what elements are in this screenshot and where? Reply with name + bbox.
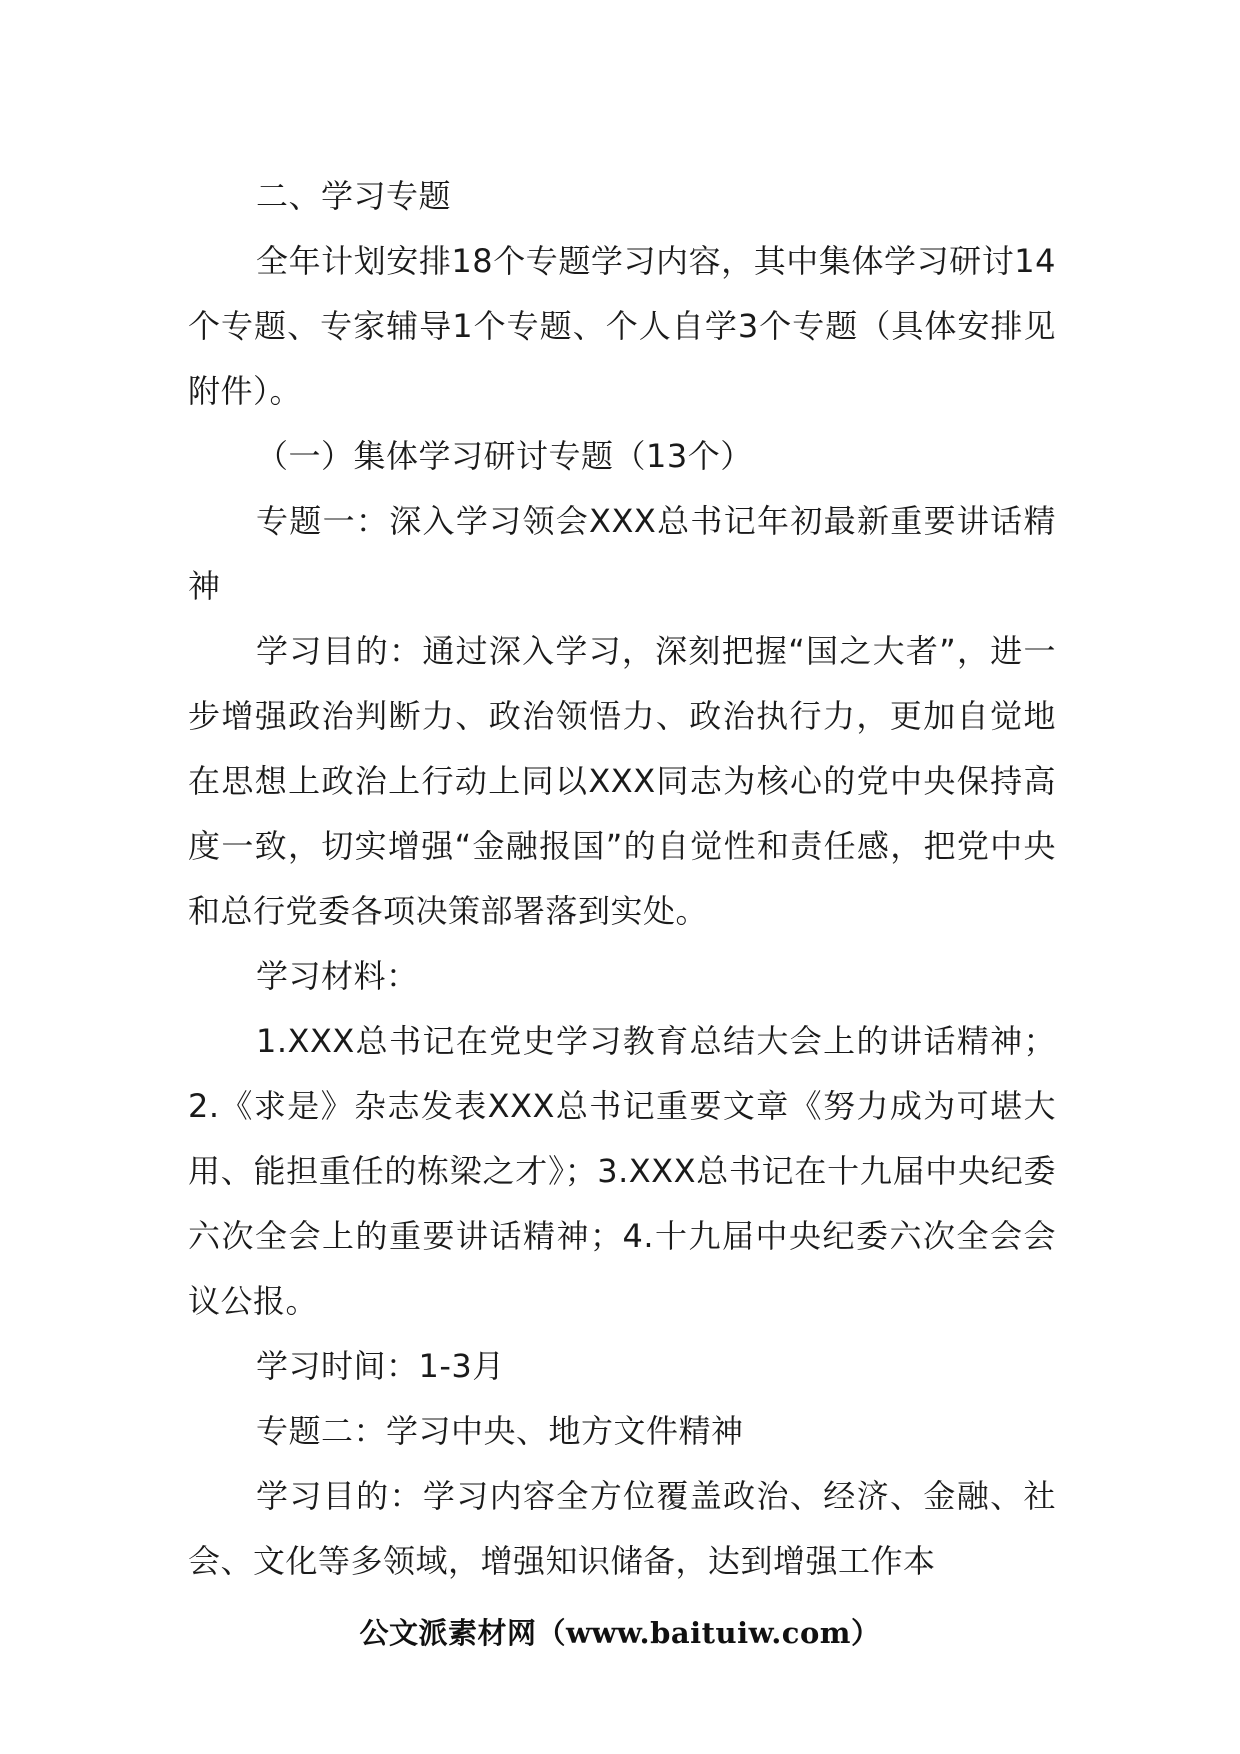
- group-heading: （一）集体学习研讨专题（13个）: [256, 437, 753, 475]
- topic1-materials-label: 学习材料：: [256, 957, 419, 995]
- section-heading: 二、学习专题: [256, 177, 452, 215]
- topic2-goal: 学习目的：学习内容全方位覆盖政治、经济、金融、社会、文化等多领域，增强知识储备，达到增强工作本: [188, 1477, 1056, 1580]
- footer-watermark: 公文派素材网（www.baituiw.com）: [359, 1616, 881, 1650]
- topic1-time: 学习时间：1-3月: [256, 1347, 505, 1385]
- intro-paragraph: 全年计划安排18个专题学习内容，其中集体学习研讨14个专题、专家辅导1个专题、个人自学3个专题（具体安排见附件）。: [188, 242, 1056, 410]
- topic2-title: 专题二：学习中央、地方文件精神: [256, 1412, 744, 1450]
- topic1-title: 专题一：深入学习领会XXX总书记年初最新重要讲话精神: [188, 502, 1056, 605]
- topic1-goal: 学习目的：通过深入学习，深刻把握“国之大者”，进一步增强政治判断力、政治领悟力、政治执行力，更加自觉地在思想上政治上行动上同以XXX同志为核心的党中央保持高度一致，切实增强“金融报国”的自觉性和责任感，把党中央和总行党委各项决策部署落到实处。: [188, 632, 1056, 930]
- topic1-materials: 1.XXX总书记在党史学习教育总结大会上的讲话精神；2.《求是》杂志发表XXX总书记重要文章《努力成为可堪大用、能担重任的栋梁之才》；3.XXX总书记在十九届中央纪委六次全会上的重要讲话精神；4.十九届中央纪委六次全会会议公报。: [188, 1022, 1056, 1320]
- document-body: [188, 164, 1056, 1594]
